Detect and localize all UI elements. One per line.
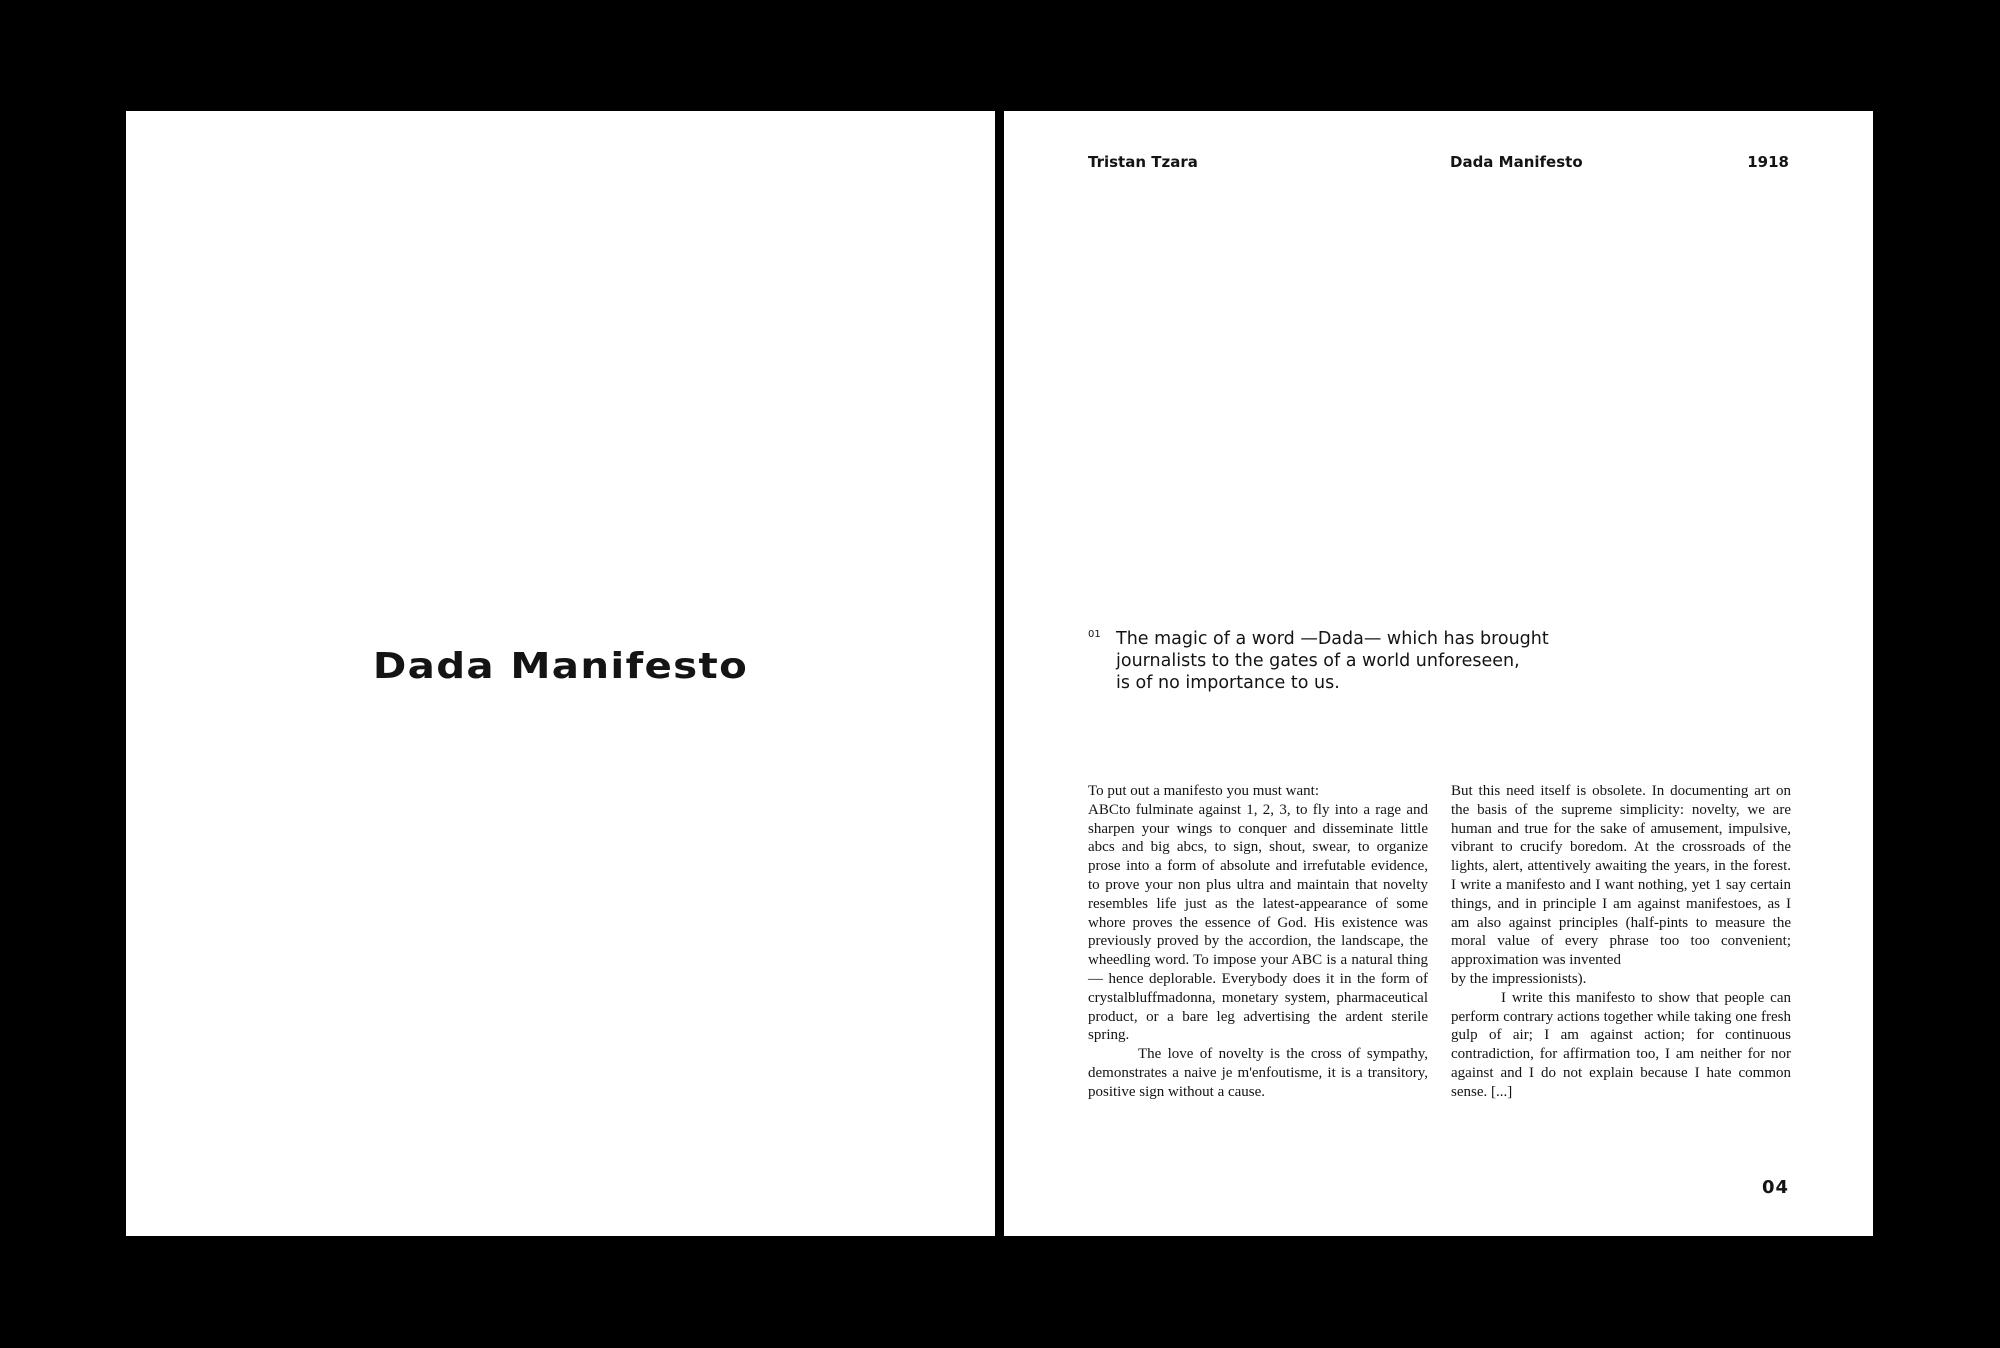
body-paragraph: by the impressionists). (1451, 970, 1587, 987)
right-page (1004, 111, 1873, 1236)
body-column-right (1451, 782, 1791, 1102)
body-text: ABCto fulminate against 1, 2, 3, to fly into a rage and sharpen your wings to conquer and disseminate little abcs and big abcs, to sign, shout, swear, to organize prose into a form of absolute and irrefutable evidence, to prove your non plus ultra and maintain that novelty resembles life just as the latest-appearance of some whore proves the essence of God. His existence was previously proved by the accordion, the landscape, the wheedling word. To impose your ABC is a natural thing— hence deplorable. Everybody does it in the form of crystalbluffmadonna, monetary system, pharmaceutical product, or a bare leg advertising the ardent sterile spring. (1088, 801, 1428, 1044)
body-paragraph (1088, 782, 1428, 1045)
pull-quote (1088, 628, 1608, 694)
quote-line: journalists to the gates of a world unforeseen, (1116, 651, 1520, 671)
quote-text (1116, 628, 1608, 694)
left-page (126, 111, 995, 1236)
body-column-left (1088, 782, 1428, 1102)
cover-title: Dada Manifesto (372, 646, 749, 687)
header-author: Tristan Tzara (1088, 153, 1198, 171)
quote-line: The magic of a word —Dada— which has brought (1116, 629, 1549, 649)
header-title: Dada Manifesto (1450, 153, 1583, 171)
body-paragraph: But this need itself is obsolete. In documenting art on the basis of the supreme simplicity: novelty, we are human and true for the sake of amusement, impulsive, vibrant to crucify boredom. At the crossroads of the lights, alert, attentively awaiting the years, in the forest. I write a manifesto and I want nothing, yet 1 say certain things, and in principle I am against manifestoes, as I am also against principles (half-pints to measure the moral value of every phrase too too convenient; approximation was invented (1451, 783, 1791, 969)
running-header (1088, 153, 1789, 175)
body-paragraph: I write this manifesto to show that people can perform contrary actions together while taking one fresh gulp of air; I am against action; for continuous contradiction, for affirmation too, I am neither for nor against and I do not explain because I hate common sense. [...] (1451, 989, 1791, 1100)
body-paragraph: The love of novelty is the cross of sympathy, demonstrates a naive je m'enfoutisme, it is a transitory, positive sign without a cause. (1088, 1046, 1428, 1100)
quote-number: 01 (1088, 629, 1101, 640)
header-year: 1918 (1747, 153, 1789, 171)
quote-line: is of no importance to us. (1116, 673, 1340, 693)
page-number: 04 (1761, 1177, 1789, 1198)
body-lead-line: To put out a manifesto you must want: (1088, 783, 1320, 799)
